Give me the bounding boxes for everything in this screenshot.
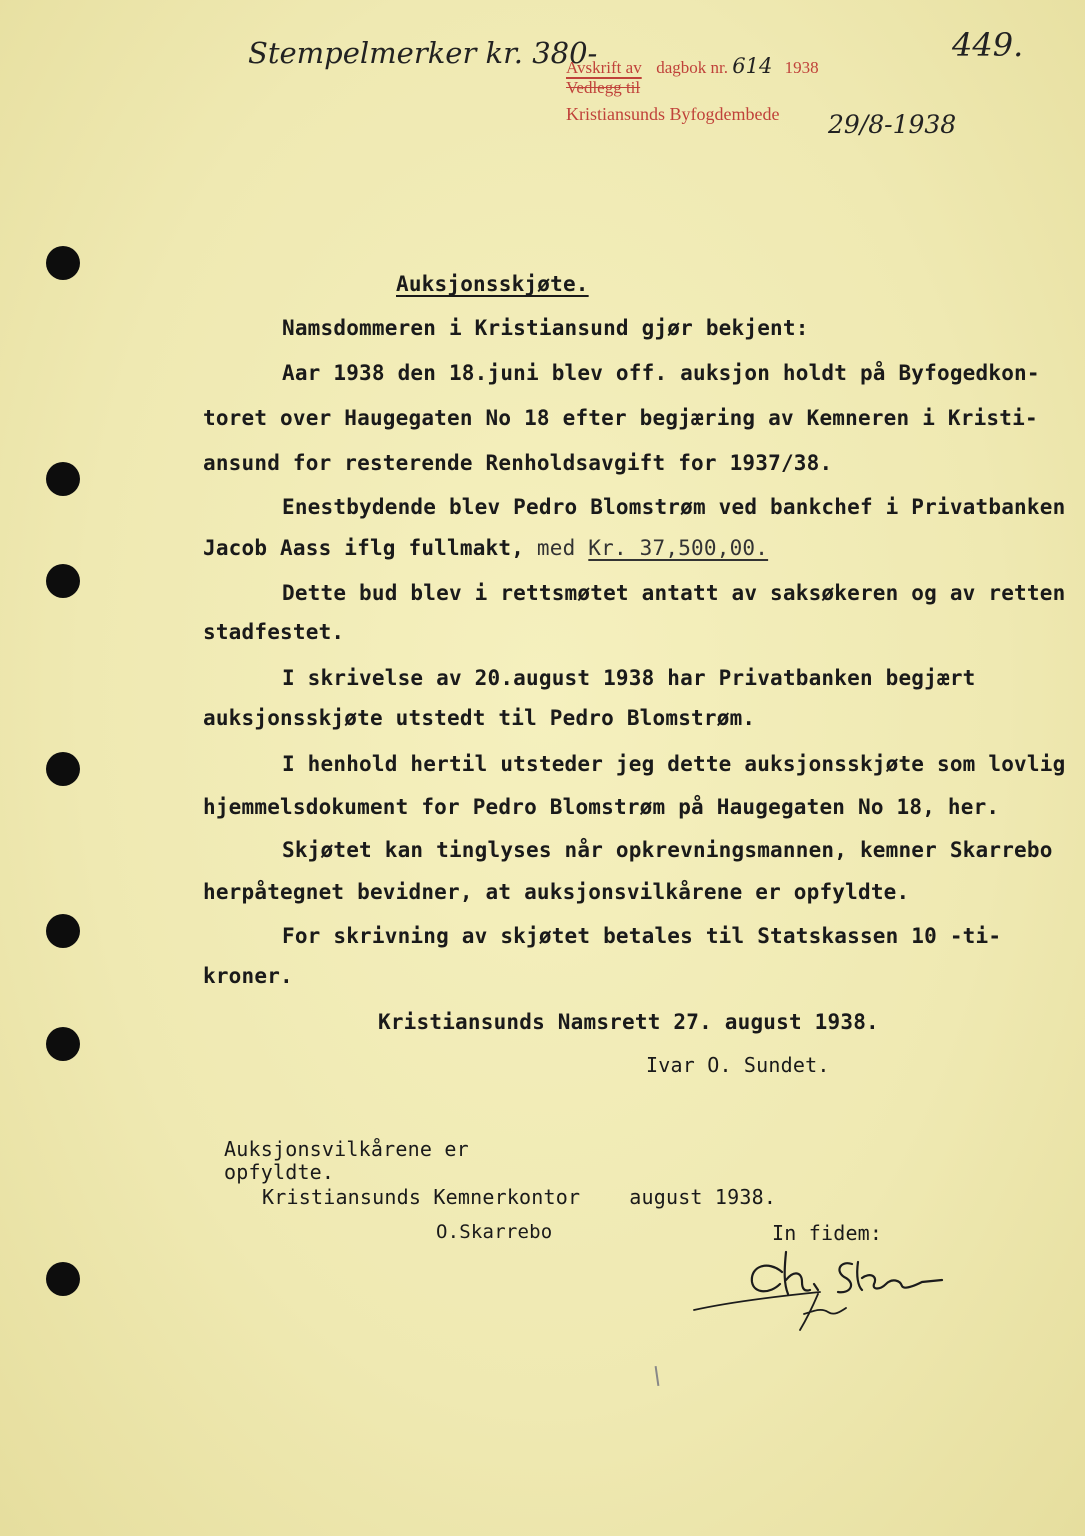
in-fidem: In fidem: (772, 1221, 883, 1245)
body-line: stadfestet. (203, 620, 345, 644)
amount-value: Kr. 37,500,00. (588, 536, 769, 560)
punch-hole (46, 914, 80, 948)
body-line: ansund for resterende Renholdsavgift for 1937/38. (203, 451, 833, 475)
stamp-avskrift: Avskrift av (566, 58, 642, 77)
punch-hole (46, 752, 80, 786)
court-signer: Ivar O. Sundet. (646, 1053, 830, 1077)
body-line: Jacob Aass iflg fullmakt, (203, 536, 525, 560)
footer-signer: O.Skarrebo (436, 1221, 553, 1243)
stamp-struck-text: Vedlegg til (566, 78, 641, 97)
punch-hole (46, 246, 80, 280)
body-line-amount (203, 536, 768, 560)
stamp-dagbok: dagbok nr. (656, 58, 728, 77)
body-line: I henhold hertil utsteder jeg dette auksjonsskjøte som lovlig (282, 752, 1066, 776)
amount-med: med (536, 536, 576, 560)
body-line: hjemmelsdokument for Pedro Blomstrøm på Haugegaten No 18, her. (203, 795, 1000, 819)
punch-hole (46, 1262, 80, 1296)
footer-line: Auksjonsvilkårene er (224, 1137, 469, 1161)
body-line: herpåtegnet bevidner, at auksjonsvilkårene er opfyldte. (203, 880, 910, 904)
body-line: Namsdommeren i Kristiansund gjør bekjent: (282, 316, 809, 340)
body-line: auksjonsskjøte utstedt til Pedro Blomstrøm. (203, 706, 756, 730)
stamp-date: 29/8-1938 (828, 110, 957, 139)
place-date: Kristiansunds Namsrett 27. august 1938. (378, 1010, 879, 1034)
body-line: I skrivelse av 20.august 1938 har Privatbanken begjært (282, 666, 976, 690)
body-line: Enestbydende blev Pedro Blomstrøm ved bankchef i Privatbanken (282, 495, 1066, 519)
footer-line: opfyldte. (224, 1160, 335, 1184)
office-stamp (566, 56, 819, 124)
punch-hole (46, 564, 80, 598)
pencil-mark (655, 1366, 660, 1386)
body-line: Skjøtet kan tinglyses når opkrevningsmannen, kemner Skarrebo (282, 838, 1053, 862)
punch-hole (46, 462, 80, 496)
body-line: For skrivning av skjøtet betales til Statskassen 10 -ti- (282, 924, 1002, 948)
footer-line: Kristiansunds Kemnerkontor august 1938. (262, 1185, 777, 1209)
stamp-year: 1938 (784, 58, 819, 77)
stamp-office: Kristiansunds Byfogdembede (566, 104, 780, 124)
stamp-dagbok-number: 614 (732, 54, 773, 78)
document-title: Auksjonsskjøte. (396, 272, 589, 296)
body-line: kroner. (203, 964, 293, 988)
stamp-marks-note: Stempelmerker kr. 380- (248, 36, 598, 70)
body-line: Aar 1938 den 18.juni blev off. auksjon holdt på Byfogedkon- (282, 361, 1040, 385)
handwritten-signature (690, 1232, 960, 1352)
body-line: Dette bud blev i rettsmøtet antatt av saksøkeren og av retten (282, 581, 1066, 605)
page-number: 449. (952, 26, 1024, 64)
punch-hole (46, 1027, 80, 1061)
body-line: toret over Haugegaten No 18 efter begjæring av Kemneren i Kristi- (203, 406, 1038, 430)
